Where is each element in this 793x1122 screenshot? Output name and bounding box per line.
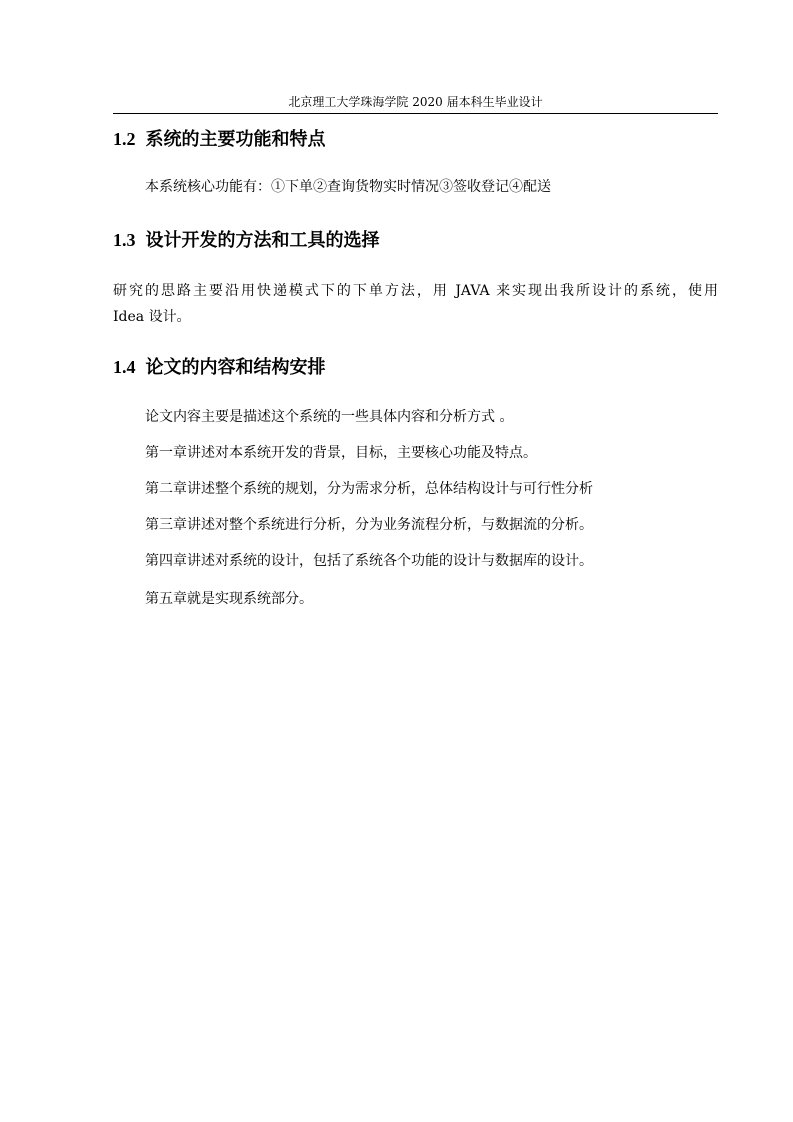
- chapter-summary-3: 第三章讲述对整个系统进行分析，分为业务流程分析，与数据流的分析。: [145, 517, 593, 533]
- section-number: 1.2: [113, 129, 136, 149]
- section-number: 1.3: [113, 230, 136, 250]
- paragraph-continuation: Idea 设计。: [113, 309, 191, 325]
- section-heading-1-2: [113, 127, 326, 152]
- paragraph: 研究的思路主要沿用快递模式下的下单方法，用 JAVA 来实现出我所设计的系统，使用: [113, 283, 718, 299]
- section-number: 1.4: [113, 357, 136, 377]
- page-header: [113, 93, 718, 114]
- section-heading-1-4: [113, 355, 326, 380]
- section-heading-1-3: [113, 228, 380, 253]
- chapter-summary-5: 第五章就是实现系统部分。: [145, 591, 313, 607]
- section-title: 论文的内容和结构安排: [145, 357, 326, 378]
- paragraph: 论文内容主要是描述这个系统的一些具体内容和分析方式 。: [145, 409, 514, 425]
- chapter-summary-4: 第四章讲述对系统的设计，包括了系统各个功能的设计与数据库的设计。: [145, 553, 593, 569]
- section-title: 设计开发的方法和工具的选择: [145, 230, 380, 251]
- chapter-summary-1: 第一章讲述对本系统开发的背景，目标，主要核心功能及特点。: [145, 445, 537, 461]
- paragraph: 本系统核心功能有：①下单②查询货物实时情况③签收登记④配送: [145, 179, 551, 195]
- chapter-summary-2: 第二章讲述整个系统的规划，分为需求分析，总体结构设计与可行性分析: [145, 481, 593, 497]
- section-title: 系统的主要功能和特点: [145, 129, 326, 150]
- page-header-text: 北京理工大学珠海学院 2020 届本科生毕业设计: [288, 95, 543, 109]
